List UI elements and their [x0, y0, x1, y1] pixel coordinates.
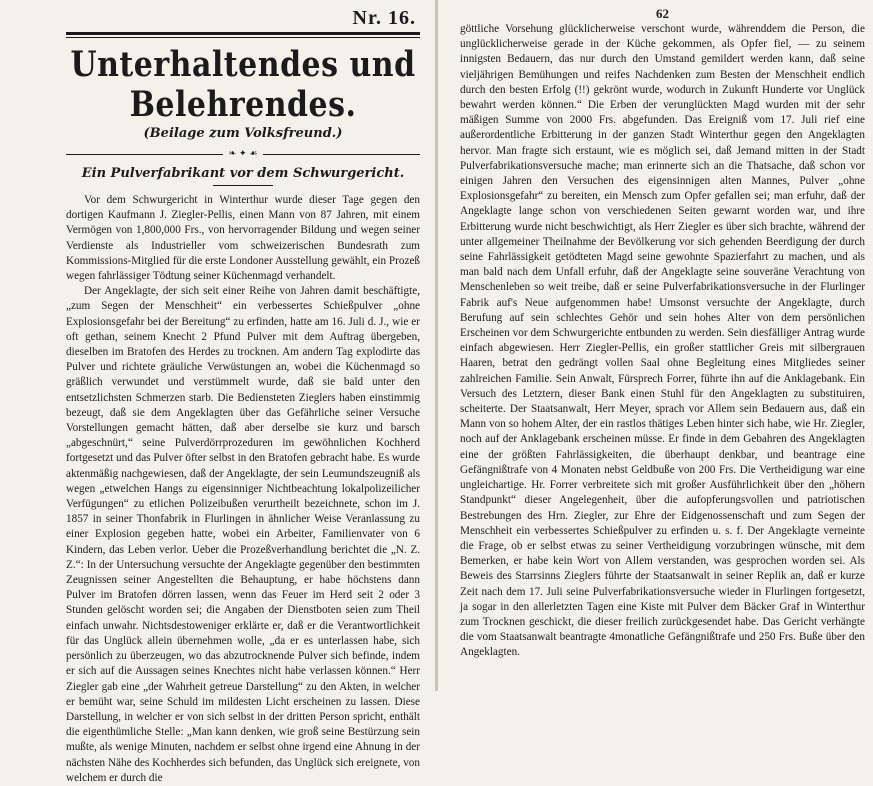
masthead-title: Unterhaltendes und Belehrendes. [70, 44, 416, 126]
issue-header [66, 6, 420, 30]
divider-line-left [66, 154, 223, 155]
title-underline [213, 185, 273, 186]
header-rule-thin [66, 37, 420, 38]
page-number: 62 [656, 6, 669, 21]
paragraph: Der Angeklagte, der sich seit einer Reihe von Jahren damit beschäftigte, „zum Segen der Menschheit“ ein verbessertes Schießpulver „ohne Explosionsgefahr bei der Bereitung“ zu erfinden, hatte am 16. Juli d. J., wie er oft gethan, seinem Knecht 2 Pfund Pulver mit dem Auftrag übergeben, dieselben im Bratofen des Herdes zu trocknen. Am andern Tag explodirte das Pulver und richtete gräuliche Verwüstungen an, wobei die Küchenmagd so gräßlich verwundet und verstümmelt wurde, daß sie bald unter den entsetzlichsten Schmerzen starb. Die Bediensteten Zieglers haben einstimmig bezeugt, daß sie dem Angeklagten über das Gefährliche seiner Versuche Vorstellungen gemacht hätten, daß aber derselbe sie kurz und barsch „abgeschnürt,“ seine Pulverdörrprozeduren im gewöhnlichen Kochherd fortgesetzt und das Pulver öfter selbst in den Bratofen gebracht habe. Es wurde aktenmäßig nachgewiesen, daß der Angeklagte, der sein Leumundszeugniß als wegen „etwelchen Hangs zu eigensinniger Nichtbeachtung lokalpolizeilicher Verfügungen“ zu etlichen Polizeibußen verurtheilt bezeichnete, schon im J. 1857 in seiner Thonfabrik in Flurlingen in ähnlicher Weise Veranlassung zu einer Explosion gegeben hatte, wobei ein Arbeiter, Familienvater von 6 Kindern, das Leben verlor. Ueber die Prozeßverhandlung berichtet die „N. Z. Z.“: In der Untersuchung versuchte der Angeklagte gegenüber den bestimmten Zeugnissen seiner Angestellten die Behauptung, er habe höchstens dann Pulver im Bratofen dörren lassen, wenn das Feuer im Herd seit 2 oder 3 Stunden gelöscht worden sei; die Angaben der Dienstboten seien zum Theil einfach unwahr. Nichtsdestoweniger erklärte er, daß er die Verantwortlichkeit für das Unglück allein übernehmen wolle, „da er es unterlassen habe, sich persönlich zu überzeugen, wo das abzutrocknende Pulver sich befinde, indem er sich auf die Aussagen seines Knechtes nicht habe verlassen können.“ Herr Ziegler gab eine „der Wahrheit getreue Darstellung“ zu den Akten, in welcher er bemüht war, seine Schuld im mildesten Licht erscheinen zu lassen. Diese Darstellung, in welcher er von sich selbst in der dritten Person spricht, enthält die eigenthümliche Stelle: „Man kann denken, wie groß seine Bestürzung sein mußte, als wenige Minuten, nachdem er selbst ohne irgend eine Ahnung in der nächsten Nähe des Kochherdes sich befunden, das Unglück sich ereignete, von welchem er durch die [66, 285, 420, 784]
issue-number: Nr. 16. [352, 7, 416, 29]
right-column [438, 0, 873, 691]
masthead-subtitle: (Beilage zum Volksfreund.) [143, 126, 343, 141]
paragraph: Vor dem Schwurgericht in Winterthur wurde dieser Tage gegen den dortigen Kaufmann J. Ziegler-Pellis, einen Mann von 87 Jahren, mit einem Vermögen von 1,800,000 Frs., von hervorragender Bildung und wegen seiner Verdienste als Industrieller vom schweizerischen Bundesrath zum Kommissions-Mitglied für die erste Londoner Ausstellung gewählt, ein Prozeß wegen fahrlässiger Tödtung seiner Küchenmagd verhandelt. [66, 194, 420, 283]
section-divider [66, 149, 420, 159]
ornament-icon: ❧ ✦ ☙ [228, 149, 258, 159]
left-column [0, 0, 432, 784]
article-title: Ein Pulverfabrikant vor dem Schwurgericht. [81, 166, 405, 181]
paragraph: göttliche Vorsehung glücklicherweise verschont wurde, währenddem die Person, die unglücklicherweise gerade in der Küche gekommen, als Opfer fiel, — zu seinem innigsten Bedauern, das nur durch den Umstand gemildert werden kann, daß seine vieljährigen Bemühungen und reifes Nachdenken zum Besten der Menschheit endlich durch den besten Erfolg (!!) gekrönt wurde, wodurch in Zukunft Hunderte vor Unglück bewahrt werden können.“ Die Erben der verunglückten Magd wurden mit der sehr mäßigen Summe von 2000 Frs. abgefunden. Das Ereigniß vom 17. Juli rief eine außerordentliche Erbitterung in der ganzen Stadt Winterthur gegen den Angeklagten hervor. Man fragte sich erstaunt, wie es möglich sei, daß Jemand mitten in der Stadt Pulverfabrikationsversuche mache; man erinnerte sich an die Thatsache, daß schon vor einigen Jahren den Versuchen des eigensinnigen alten Mannes, Pulver „ohne Explosionsgefahr“ zu bereiten, ein Mensch zum Opfer gefallen sei; man erfuhr, daß der Angeklagte lange schon von verschiedenen Seiten gewarnt worden war, und ihre Erbitterung wurde nicht beschwichtigt, als Herr Ziegler es über sich brachte, während der unter allgemeiner Theilnahme der Bevölkerung vor sich gehenden Beerdigung der durch seine Fahrlässigkeit getödteten Magd seine gewohnte Spazierfahrt zu machen, und als man bald nach dem Unfall erfuhr, daß der Angeklagte seine souveräne Verachtung von Menschenleben so weit treibe, daß er seine Pulverfabrikationsversuche in der Flurlinger Fabrik auf's Neue aufgenommen habe! Umsonst versuchte der Angeklagte, durch Berufung auf sein schlechtes Gehör und sein hohes Alter von dem persönlichen Erscheinen vor dem Schwurgerichte entbunden zu werden. Sein diesfälliger Antrag wurde einfach abgewiesen. Herr Ziegler-Pellis, ein großer stattlicher Greis mit silbergrauen Haaren, betrat den gedrängt vollen Saal ohne Begleitung eines Mitgliedes seiner zahlreichen Familie. Sein Anwalt, Fürsprech Forrer, führte ihn auf die Anklagebank. Ein Versuch des Letztern, dieser Bank einen Stuhl für den Angeklagten zu substituiren, scheiterte. Der Staatsanwalt, Herr Meyer, sprach vor Allem sein Bedauern aus, daß ein Mann von so hohem Alter, der ein rastlos thätiges Leben hinter sich habe, wie Hr. Ziegler, noch auf der Anklagebank erscheinen müsse. Er finde in dem Gebahren des Angeklagten eine der größten Fahrlässigkeiten, die überhaupt denkbar, und beantrage eine Gefängnißtrafe von 4 Monaten nebst Geldbuße von 200 Frs. Die Vertheidigung war eine ungleichartige. Hr. Forrer verbreitete sich mit großer Ausführlichkeit über den „höhern Standpunkt“ dieser Angelegenheit, über die aufopferungsvollen und patriotischen Bestrebungen des Hrn. Ziegler, zur Ehre der Eidgenossenschaft und zum Segen der Menschheit ein verbessertes Schießpulver zu erfinden u. s. f. Der Angeklagte verneinte die Frage, ob er selbst etwas zu seiner Vertheidigung vorzubringen wünsche, mit dem Bemerken, er habe kein Wort von Allem verstanden, was gesprochen worden sei. Als Beweis des Starrsinns Zieglers führte der Staatsanwalt in seiner Replik an, daß er kurze Zeit nach dem 17. Juli seine Pulverfabrikationsversuche wieder in Flurlingen fortgesetzt, ja sogar in den allerletzten Tagen eine Kiste mit Pulver dem Bäcker Graf in Winterthur zum Trocknen geschickt, die dieser freilich zurückgesendet habe. Das Gericht verhängte die vom Staatsanwalt beantragte 4monatliche Gefängnißtrafe und 250 Frs. Buße über den Angeklagten. [460, 23, 865, 659]
article-body-right [460, 22, 865, 661]
page-header [460, 0, 865, 22]
divider-line-right [263, 154, 420, 155]
article-body-left [66, 193, 420, 786]
header-rule-heavy [66, 32, 420, 35]
